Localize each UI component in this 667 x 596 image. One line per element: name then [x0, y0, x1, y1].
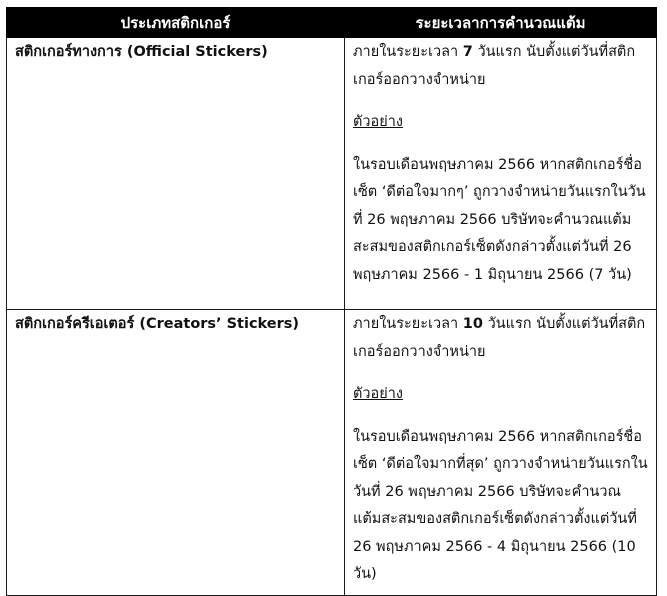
- example-label: ตัวอย่าง: [353, 114, 403, 130]
- period-days: 10: [462, 316, 483, 332]
- table-row: [7, 38, 657, 310]
- header-sticker-type: ประเภทสติกเกอร์: [7, 8, 345, 38]
- sticker-type-cell: สติกเกอร์ทางการ (Official Stickers): [7, 38, 345, 310]
- period-prefix: ภายในระยะเวลา: [353, 316, 463, 332]
- sticker-type-cell: สติกเกอร์ครีเอเตอร์ (Creators’ Stickers): [7, 310, 345, 596]
- period-cell: [345, 38, 657, 310]
- sticker-points-table: [6, 7, 657, 596]
- period-description: [353, 311, 648, 366]
- table-header-row: [7, 8, 657, 38]
- period-days: 7: [462, 44, 473, 60]
- header-calculation-period: ระยะเวลาการคำนวณแต้ม: [345, 8, 657, 38]
- period-suffix: วันแรก นับตั้งแต่วันที่สติกเกอร์ออกวางจำหน่าย: [353, 316, 646, 360]
- example-text: ในรอบเดือนพฤษภาคม 2566 หากสติกเกอร์ชื่อเซ็ต ‘ดีต่อใจมากที่สุด’ ถูกวางจำหน่ายวันแรกในวันที่ 26 พฤษภาคม 2566 บริษัทจะคำนวณแต้มสะสมของสติกเกอร์เซ็ตดังกล่าวตั้งแต่วันที่ 26 พฤษภาคม 2566 - 4 มิถุนายน 2566 (10 วัน): [353, 428, 648, 582]
- period-description: [353, 39, 648, 94]
- period-suffix: วันแรก นับตั้งแต่วันที่สติกเกอร์ออกวางจำหน่าย: [353, 44, 636, 88]
- table-row: [7, 310, 657, 596]
- period-cell: [345, 310, 657, 596]
- example-label: ตัวอย่าง: [353, 386, 403, 402]
- example-text: ในรอบเดือนพฤษภาคม 2566 หากสติกเกอร์ชื่อเซ็ต ‘ดีต่อใจมากๆ’ ถูกวางจำหน่ายวันแรกในวันที่ 26 พฤษภาคม 2566 บริษัทจะคำนวณแต้มสะสมของสติกเกอร์เซ็ตดังกล่าวตั้งแต่วันที่ 26 พฤษภาคม 2566 - 1 มิถุนายน 2566 (7 วัน): [353, 156, 646, 283]
- period-prefix: ภายในระยะเวลา: [353, 44, 463, 60]
